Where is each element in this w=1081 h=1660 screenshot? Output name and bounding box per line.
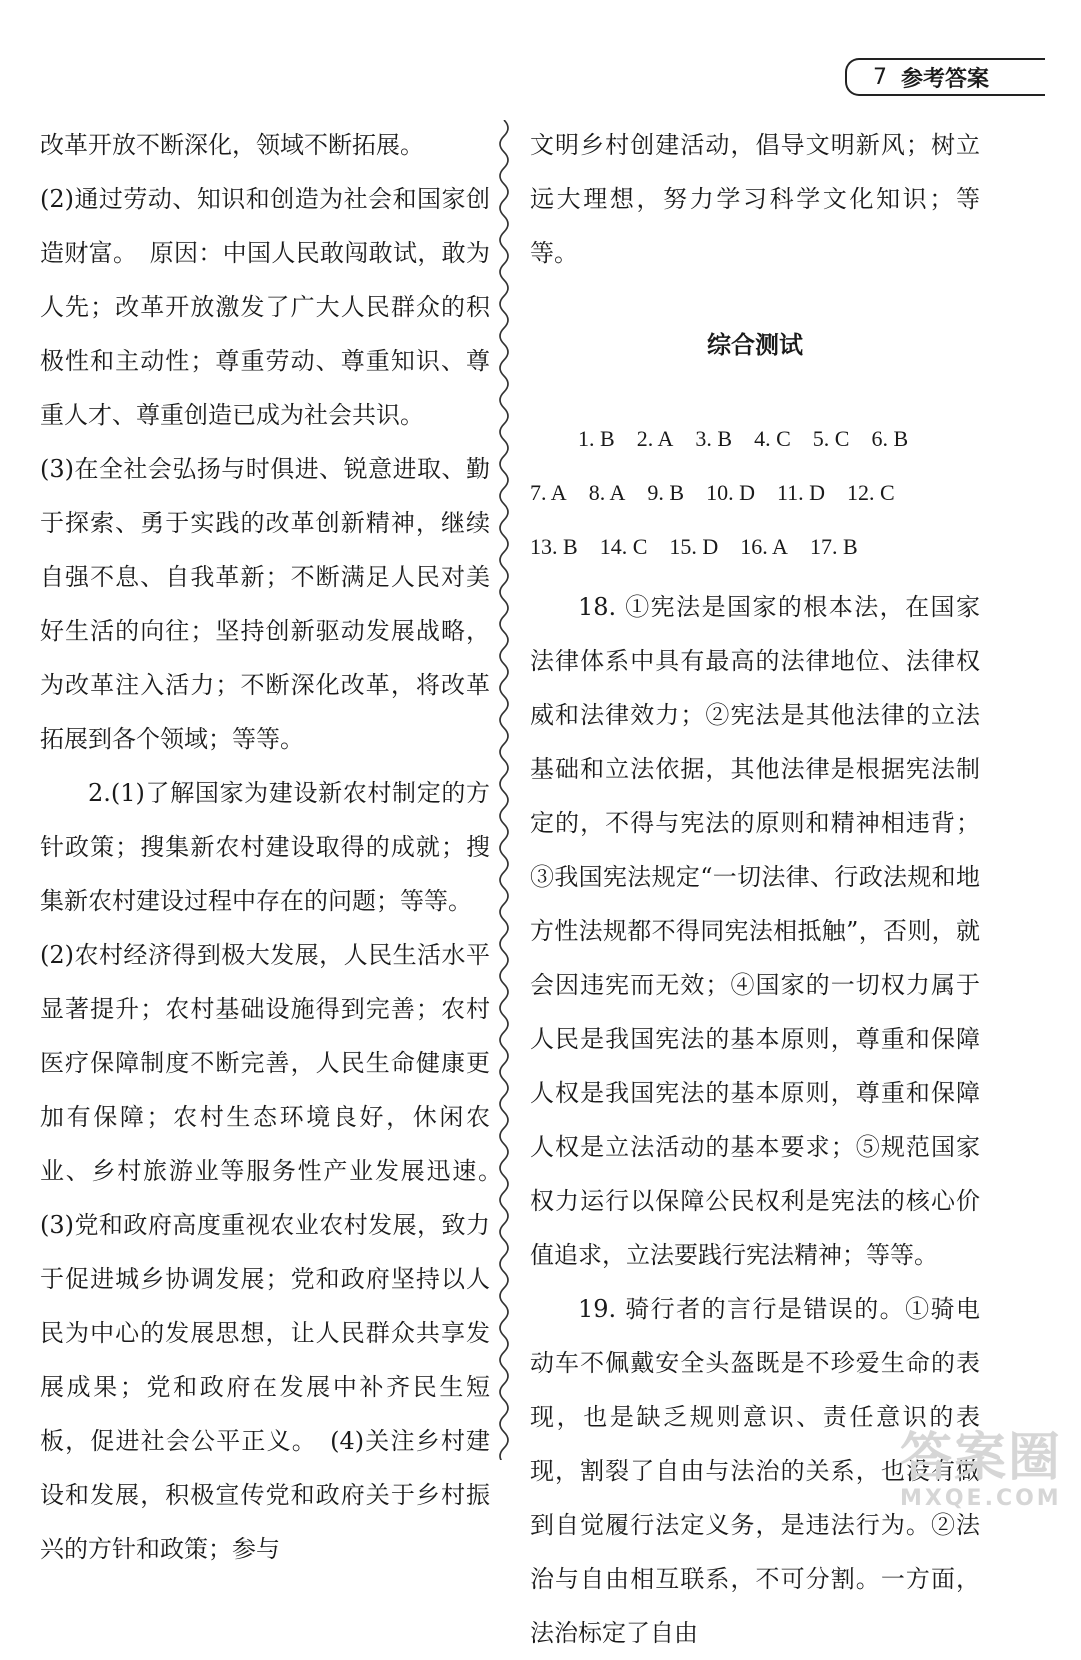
answer-item: 5. C <box>812 426 850 451</box>
watermark-url: MXQE.COM <box>900 1486 1062 1511</box>
answer-item: 8. A <box>588 480 626 505</box>
column-divider <box>492 120 516 1460</box>
answer-row <box>530 520 980 574</box>
answer-item: 15. D <box>669 534 719 559</box>
answer-item: 2. A <box>636 426 674 451</box>
paragraph: 文明乡村创建活动，倡导文明新风；树立远大理想，努力学习科学文化知识；等等。 <box>530 131 980 267</box>
answer-item: 1. B <box>578 426 615 451</box>
answer-item: 17. B <box>809 534 858 559</box>
page-number: 7 <box>873 64 887 90</box>
answer-item: 7. A <box>530 480 567 505</box>
paragraph: (2)通过劳动、知识和创造为社会和国家创造财富。 原因：中国人民敢闯敢试，敢为人先；改革开放激发了广大人民群众的积极性和主动性；尊重劳动、尊重知识、尊重人才、尊重创造已成为社会共识。 <box>40 185 490 429</box>
answer-item: 12. C <box>847 480 895 505</box>
section-title: 综合测试 <box>707 331 803 359</box>
answer-item: 13. B <box>530 534 578 559</box>
watermark-logo <box>900 1430 1070 1530</box>
answer-item: 6. B <box>871 426 909 451</box>
answer-item: 9. B <box>647 480 685 505</box>
answer-row <box>530 412 980 466</box>
paragraph: 19. 骑行者的言行是错误的。①骑电动车不佩戴安全头盔既是不珍爱生命的表现，也是缺乏规则意识、责任意识的表现，割裂了自由与法治的关系，也没有做到自觉履行法定义务，是违法行为。②法治与自由相互联系，不可分割。一方面，法治标定了自由 <box>530 1295 980 1647</box>
answer-item: 3. B <box>695 426 733 451</box>
left-column <box>40 118 514 1576</box>
page-header-tab <box>845 58 1045 96</box>
answer-item: 11. D <box>776 480 826 505</box>
paragraph: (3)在全社会弘扬与时俱进、锐意进取、勤于探索、勇于实践的改革创新精神，继续自强不息、自我革新；不断满足人民对美好生活的向往；坚持创新驱动发展战略，为改革注入活力；不断深化改革，将改革拓展到各个领域；等等。 <box>40 455 490 753</box>
watermark-text: 答案圈 <box>900 1428 1063 1488</box>
answer-row <box>530 466 980 520</box>
answer-key <box>530 412 980 574</box>
header-title: 参考答案 <box>901 66 990 92</box>
answer-item: 10. D <box>706 480 755 505</box>
paragraph: 改革开放不断深化，领域不断拓展。 <box>40 131 424 159</box>
paragraph: (2)农村经济得到极大发展，人民生活水平显著提升；农村基础设施得到完善；农村医疗保障制度不断完善，人民生命健康更加有保障；农村生态环境良好，休闲农业、乡村旅游业等服务性产业发展迅速。 (3)党和政府高度重视农业农村发展，致力于促进城乡协调发展；党和政府坚持以人民为中心的发展思想，让人民群众共享发展成果；党和政府在发展中补齐民生短板，促进社会公平正义。 (4)关注乡村建设和发展，积极宣传党和政府关于乡村振兴的方针和政策；参与 <box>40 941 514 1563</box>
paragraph: 18. ①宪法是国家的根本法，在国家法律体系中具有最高的法律地位、法律权威和法律效力；②宪法是其他法律的立法基础和立法依据，其他法律是根据宪法制定的，不得与宪法的原则和精神相违背；③我国宪法规定“一切法律、行政法规和地方性法规都不得同宪法相抵触”，否则，就会因违宪而无效；④国家的一切权力属于人民是我国宪法的基本原则，尊重和保障人权是我国宪法的基本原则，尊重和保障人权是立法活动的基本要求；⑤规范国家权力运行以保障公民权利是宪法的核心价值追求，立法要践行宪法精神；等等。 <box>530 593 980 1269</box>
answer-item: 4. C <box>754 426 791 451</box>
answer-item: 14. C <box>599 534 648 559</box>
paragraph: 2.(1)了解国家为建设新农村制定的方针政策；搜集新农村建设取得的成就；搜集新农村建设过程中存在的问题；等等。 <box>40 779 490 915</box>
answer-item: 16. A <box>740 534 788 559</box>
